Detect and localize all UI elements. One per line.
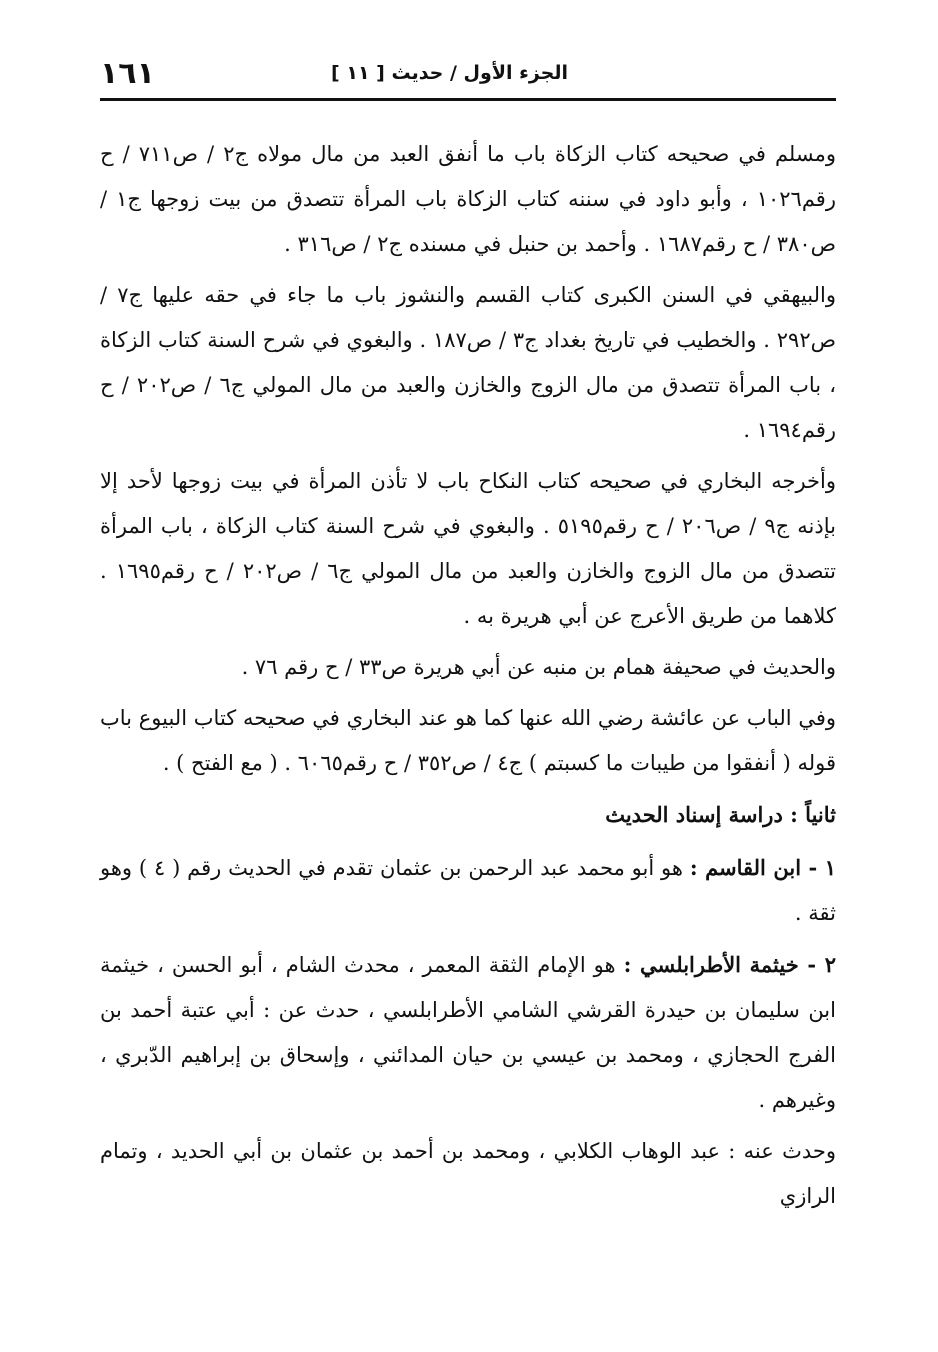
narrator-entry (100, 942, 836, 1123)
narrator-name: ٢ - خيثمة الأطرابلسي : (623, 952, 837, 977)
header-rule (100, 98, 836, 101)
section-heading: ثانياً : دراسة إسناد الحديث (605, 802, 836, 827)
page-number: ١٦١ (100, 56, 155, 91)
paragraph-muslim-reference: ومسلم في صحيحه كتاب الزكاة باب ما أنفق العبد من مال مولاه ج٢ / ص٧١١ / ح رقم١٠٢٦ ، وأبو داود في سننه كتاب الزكاة باب المرأة تتصدق من بيت زوجها ج١ / ص٣٨٠ / ح رقم١٦٨٧ . وأحمد بن حنبل في مسنده ج٢ / ص٣١٦ . (100, 142, 836, 256)
narrator-description: هو الإمام الثقة المعمر ، محدث الشام ، أبو الحسن ، خيثمة ابن سليمان بن حيدرة القرشي الشامي الأطرابلسي ، حدث عن : أبي عتبة أحمد بن الفرج الحجازي ، ومحمد بن عيسي بن حيان المدائني ، وإسحاق بن إبراهيم الدّبري ، وغيرهم . (100, 953, 836, 1112)
paragraph-students: وحدث عنه : عبد الوهاب الكلابي ، ومحمد بن أحمد بن عثمان بن أبي الحديد ، وتمام الرازي (100, 1139, 836, 1208)
body-text (100, 132, 836, 1225)
header-title: الجزء الأول / حديث [ ١١ ] (331, 62, 568, 84)
paragraph-aisha-reference: وفي الباب عن عائشة رضي الله عنها كما هو عند البخاري في صحيحه كتاب البيوع باب قوله ( أنفقوا من طيبات ما كسبتم ) ج٤ / ص٣٥٢ / ح رقم٦٠٦٥ . ( مع الفتح ) . (100, 706, 836, 775)
paragraph-bukhari-reference: وأخرجه البخاري في صحيحه كتاب النكاح باب لا تأذن المرأة في بيت زوجها لأحد إلا بإذنه ج٩ / ص٢٠٦ / ح رقم٥١٩٥ . والبغوي في شرح السنة كتاب الزكاة ، باب المرأة تتصدق من مال الزوج والخازن والعبد من مال المولي ج٦ / ص٢٠٢ / ح رقم١٦٩٥ . كلاهما من طريق الأعرج عن أبي هريرة به . (100, 469, 836, 628)
narrator-entry (100, 845, 836, 936)
narrator-description: هو أبو محمد عبد الرحمن بن عثمان تقدم في الحديث رقم ( ٤ ) وهو ثقة . (100, 856, 836, 925)
running-header (100, 56, 836, 96)
paragraph-hammam-reference: والحديث في صحيفة همام بن منبه عن أبي هريرة ص٣٣ / ح رقم ٧٦ . (241, 655, 836, 679)
narrator-name: ١ - ابن القاسم : (689, 855, 837, 880)
paragraph-bayhaqi-reference: والبيهقي في السنن الكبرى كتاب القسم والنشوز باب ما جاء في حقه عليها ج٧ / ص٢٩٢ . والخطيب في تاريخ بغداد ج٣ / ص١٨٧ . والبغوي في شرح السنة كتاب الزكاة ، باب المرأة تتصدق من مال الزوج والخازن والعبد من مال المولي ج٦ / ص٢٠٢ / ح رقم١٦٩٤ . (100, 283, 836, 442)
